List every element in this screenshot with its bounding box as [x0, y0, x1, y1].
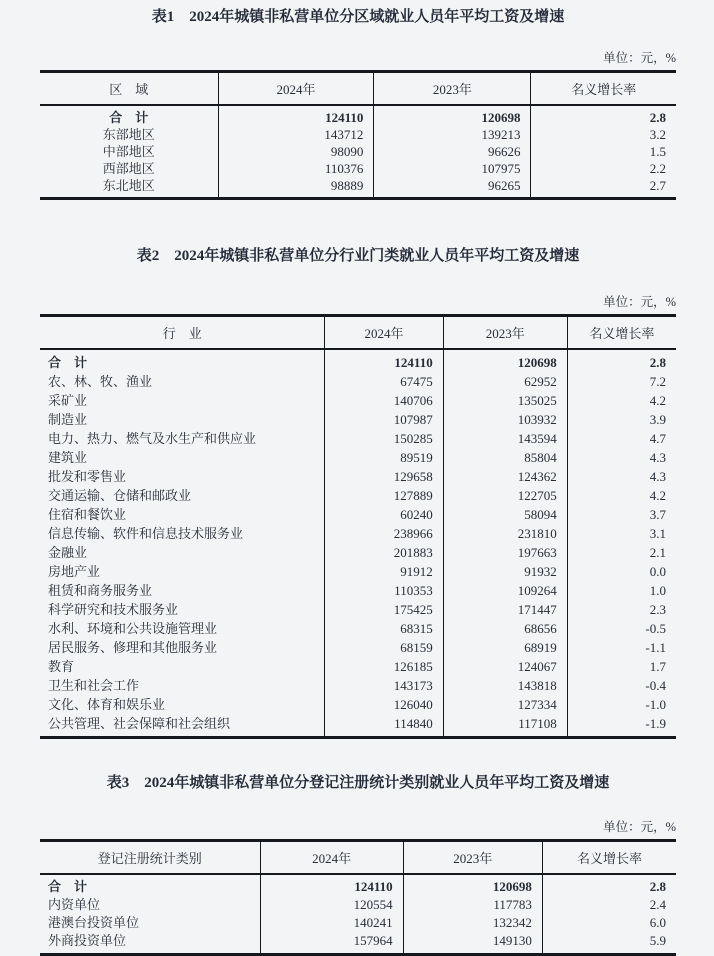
table-row: [40, 143, 676, 160]
table1-unit-label: 单位：元，%: [603, 51, 676, 65]
table-row: [40, 562, 676, 581]
row-value: 143712: [218, 126, 374, 143]
row-value: 109264: [443, 581, 567, 600]
table-row: [40, 543, 676, 562]
row-value: 124110: [325, 349, 443, 372]
table3-title: 表3 2024年城镇非私营单位分登记注册统计类别就业人员年平均工资及增速: [106, 775, 610, 791]
row-value: 143173: [325, 676, 443, 695]
row-value: 157964: [260, 932, 403, 955]
row-value: 2.8: [649, 355, 666, 370]
row-label: 采矿业: [40, 391, 325, 410]
row-value: 4.2: [649, 393, 666, 408]
table2-section: [40, 246, 676, 739]
row-label: 文化、体育和娱乐业: [40, 695, 325, 714]
row-value: 98090: [218, 143, 374, 160]
row-label: 信息传输、软件和信息技术服务业: [40, 524, 325, 543]
row-value: 132342: [403, 914, 542, 932]
row-value: 107975: [374, 160, 531, 177]
table-row: [40, 676, 676, 695]
row-value: 231810: [443, 524, 567, 543]
table-row: [40, 932, 676, 955]
row-value: 143594: [443, 429, 567, 448]
row-value: 139213: [374, 126, 531, 143]
row-label: 金融业: [40, 543, 325, 562]
table3-header-growth: 名义增长率: [542, 841, 676, 875]
row-value: 6.0: [649, 915, 666, 930]
row-value: 135025: [443, 391, 567, 410]
row-value: 1.7: [649, 659, 666, 674]
row-label: 电力、热力、燃气及水生产和供应业: [40, 429, 325, 448]
row-value: 2.8: [649, 879, 666, 894]
row-value: 120698: [403, 874, 542, 896]
table2-header-category: 行 业: [40, 316, 325, 350]
table-row: [40, 896, 676, 914]
row-label: 合 计: [40, 105, 218, 126]
row-label: 租赁和商务服务业: [40, 581, 325, 600]
table-row: [40, 600, 676, 619]
row-label: 中部地区: [40, 143, 218, 160]
row-value: 124110: [218, 105, 374, 126]
table-row: [40, 160, 676, 177]
table2-title: 表2 2024年城镇非私营单位分行业门类就业人员年平均工资及增速: [136, 248, 580, 264]
table-row: [40, 619, 676, 638]
table1-header-2024: 2024年: [218, 72, 374, 106]
table1-header-category: 区 域: [40, 72, 218, 106]
table2-industry-wages: [40, 314, 676, 739]
row-value: 2.2: [649, 161, 666, 176]
row-value: 197663: [443, 543, 567, 562]
table2-header-2023: 2023年: [443, 316, 567, 350]
table3-header-category: 登记注册统计类别: [40, 841, 260, 875]
row-value: 5.9: [649, 933, 666, 948]
row-label: 西部地区: [40, 160, 218, 177]
row-value: 1.0: [649, 583, 666, 598]
row-value: 175425: [325, 600, 443, 619]
row-value: 0.0: [649, 564, 666, 579]
row-value: 122705: [443, 486, 567, 505]
row-value: 96626: [374, 143, 531, 160]
table-row: [40, 505, 676, 524]
row-value: 117108: [443, 714, 567, 738]
row-value: 129658: [325, 467, 443, 486]
row-value: 58094: [443, 505, 567, 524]
row-label: 住宿和餐饮业: [40, 505, 325, 524]
row-label: 卫生和社会工作: [40, 676, 325, 695]
row-value: 150285: [325, 429, 443, 448]
row-value: 120698: [374, 105, 531, 126]
table-row: [40, 524, 676, 543]
row-value: 124362: [443, 467, 567, 486]
row-value: 124110: [260, 874, 403, 896]
row-value: 96265: [374, 177, 531, 199]
row-value: 110376: [218, 160, 374, 177]
row-value: 103932: [443, 410, 567, 429]
row-value: 120554: [260, 896, 403, 914]
table-row: [40, 638, 676, 657]
row-value: 2.8: [649, 110, 666, 125]
row-label: 房地产业: [40, 562, 325, 581]
row-value: 85804: [443, 448, 567, 467]
table2-header-row: [40, 316, 676, 350]
row-label: 批发和零售业: [40, 467, 325, 486]
row-value: -1.1: [645, 640, 666, 655]
row-value: 117783: [403, 896, 542, 914]
table-row: [40, 695, 676, 714]
row-value: 2.7: [649, 178, 666, 193]
row-value: 120698: [443, 349, 567, 372]
table3-header-2023: 2023年: [403, 841, 542, 875]
row-value: 2.4: [649, 897, 666, 912]
row-label: 港澳台投资单位: [40, 914, 260, 932]
table3-header-row: [40, 841, 676, 875]
row-value: 238966: [325, 524, 443, 543]
row-value: 62952: [443, 372, 567, 391]
table-row: [40, 714, 676, 738]
table-row: [40, 657, 676, 676]
row-value: 60240: [325, 505, 443, 524]
row-value: 68159: [325, 638, 443, 657]
row-value: 91912: [325, 562, 443, 581]
row-label: 交通运输、仓储和邮政业: [40, 486, 325, 505]
row-value: 98889: [218, 177, 374, 199]
table1-header-row: [40, 72, 676, 106]
row-value: 140241: [260, 914, 403, 932]
table-row: [40, 486, 676, 505]
table1-region-wages: [40, 70, 676, 200]
row-value: 3.1: [649, 526, 666, 541]
row-value: 127334: [443, 695, 567, 714]
row-value: -1.9: [645, 716, 666, 731]
row-label: 东部地区: [40, 126, 218, 143]
row-value: 68919: [443, 638, 567, 657]
row-value: 4.3: [649, 450, 666, 465]
row-label: 内资单位: [40, 896, 260, 914]
row-label: 科学研究和技术服务业: [40, 600, 325, 619]
row-value: -0.4: [645, 678, 666, 693]
row-value: 68656: [443, 619, 567, 638]
row-label: 制造业: [40, 410, 325, 429]
row-value: -1.0: [645, 697, 666, 712]
table3-unit-label: 单位：元，%: [603, 820, 676, 834]
row-value: 127889: [325, 486, 443, 505]
row-value: 110353: [325, 581, 443, 600]
row-value: 4.2: [649, 488, 666, 503]
table1-header-2023: 2023年: [374, 72, 531, 106]
row-value: 2.3: [649, 602, 666, 617]
row-label: 居民服务、修理和其他服务业: [40, 638, 325, 657]
row-value: 143818: [443, 676, 567, 695]
row-value: 1.5: [649, 144, 666, 159]
row-value: 171447: [443, 600, 567, 619]
row-value: 3.2: [649, 127, 666, 142]
row-value: 4.7: [649, 431, 666, 446]
table1-title: 表1 2024年城镇非私营单位分区域就业人员年平均工资及增速: [151, 9, 565, 25]
row-value: 149130: [403, 932, 542, 955]
row-label: 公共管理、社会保障和社会组织: [40, 714, 325, 738]
row-value: 4.3: [649, 469, 666, 484]
table-row: [40, 349, 676, 372]
table-row: [40, 429, 676, 448]
row-value: 91932: [443, 562, 567, 581]
row-value: 3.9: [649, 412, 666, 427]
table-row: [40, 581, 676, 600]
row-value: 89519: [325, 448, 443, 467]
row-value: 201883: [325, 543, 443, 562]
table-row: [40, 391, 676, 410]
table-row: [40, 467, 676, 486]
row-label: 教育: [40, 657, 325, 676]
table2-unit-label: 单位：元，%: [603, 295, 676, 309]
row-label: 东北地区: [40, 177, 218, 199]
table-row: [40, 372, 676, 391]
row-value: 68315: [325, 619, 443, 638]
table-row: [40, 914, 676, 932]
row-value: 2.1: [649, 545, 666, 560]
row-label: 合 计: [40, 874, 260, 896]
table-row: [40, 126, 676, 143]
table2-header-2024: 2024年: [325, 316, 443, 350]
table1-header-growth: 名义增长率: [531, 72, 676, 106]
row-value: 126040: [325, 695, 443, 714]
row-value: -0.5: [645, 621, 666, 636]
table-row: [40, 410, 676, 429]
row-value: 126185: [325, 657, 443, 676]
row-value: 3.7: [649, 507, 666, 522]
table1-section: [40, 0, 676, 200]
table-row: [40, 177, 676, 199]
row-value: 7.2: [649, 374, 666, 389]
row-label: 水利、环境和公共设施管理业: [40, 619, 325, 638]
table2-header-growth: 名义增长率: [567, 316, 676, 350]
row-value: 124067: [443, 657, 567, 676]
row-label: 外商投资单位: [40, 932, 260, 955]
row-label: 农、林、牧、渔业: [40, 372, 325, 391]
row-label: 建筑业: [40, 448, 325, 467]
table3-header-2024: 2024年: [260, 841, 403, 875]
table3-registration-type-wages: [40, 839, 676, 956]
row-value: 140706: [325, 391, 443, 410]
row-value: 107987: [325, 410, 443, 429]
table-row: [40, 105, 676, 126]
row-value: 67475: [325, 372, 443, 391]
row-value: 114840: [325, 714, 443, 738]
row-label: 合 计: [40, 349, 325, 372]
table-row: [40, 448, 676, 467]
table-row: [40, 874, 676, 896]
table3-section: [40, 773, 676, 956]
